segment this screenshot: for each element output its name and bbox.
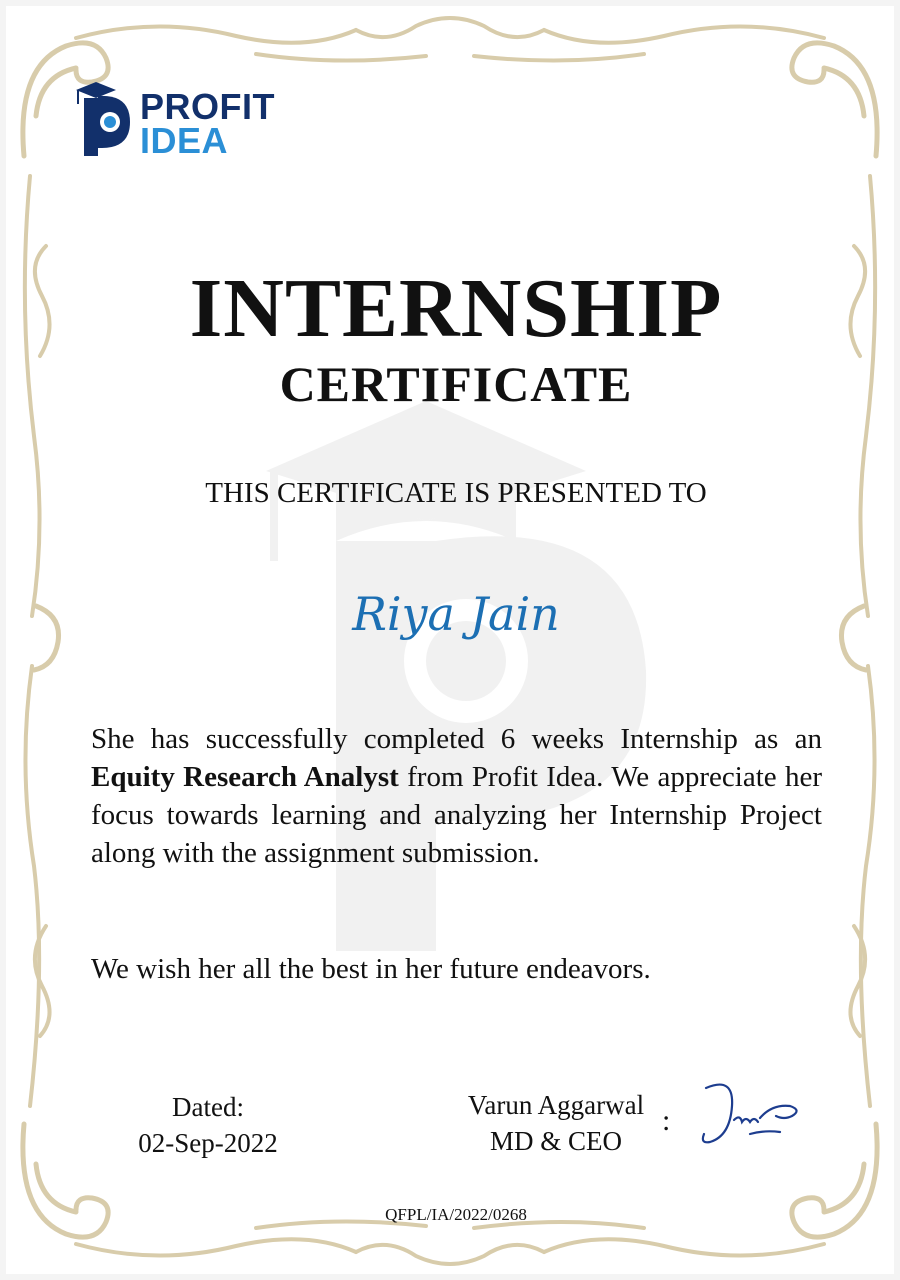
presented-to-line: THIS CERTIFICATE IS PRESENTED TO — [205, 477, 707, 509]
body-part-1: She has successfully completed 6 weeks Internship as an — [91, 723, 822, 755]
certificate-title: INTERNSHIP — [189, 262, 723, 355]
brand-line-2: IDEA — [140, 120, 229, 161]
certificate-reference: QFPL/IA/2022/0268 — [385, 1205, 527, 1224]
signature-colon: : — [662, 1104, 671, 1137]
signer-name: Varun Aggarwal — [467, 1090, 645, 1120]
dated-label: Dated: — [172, 1092, 244, 1122]
date-block — [108, 1089, 308, 1161]
internship-role: Equity Research Analyst — [91, 761, 399, 793]
body-part-2: from Profit Idea. We appreciate her focus towards learning and analyzing her Internship Project along with the assignment submission. — [91, 761, 822, 869]
graduation-cap-icon — [76, 82, 116, 98]
signature-image — [694, 1076, 814, 1156]
brand-line-1: PROFIT — [140, 86, 275, 127]
issue-date: 02-Sep-2022 — [138, 1128, 278, 1158]
certificate-body — [91, 720, 822, 872]
signer-block — [446, 1087, 666, 1159]
recipient-name: Riya Jain — [352, 587, 560, 641]
brand-name — [140, 86, 275, 161]
certificate-page — [6, 6, 894, 1274]
signer-title: MD & CEO — [489, 1126, 622, 1156]
certificate-subtitle: CERTIFICATE — [279, 356, 633, 412]
wishes-line: We wish her all the best in her future endeavors. — [91, 953, 651, 985]
